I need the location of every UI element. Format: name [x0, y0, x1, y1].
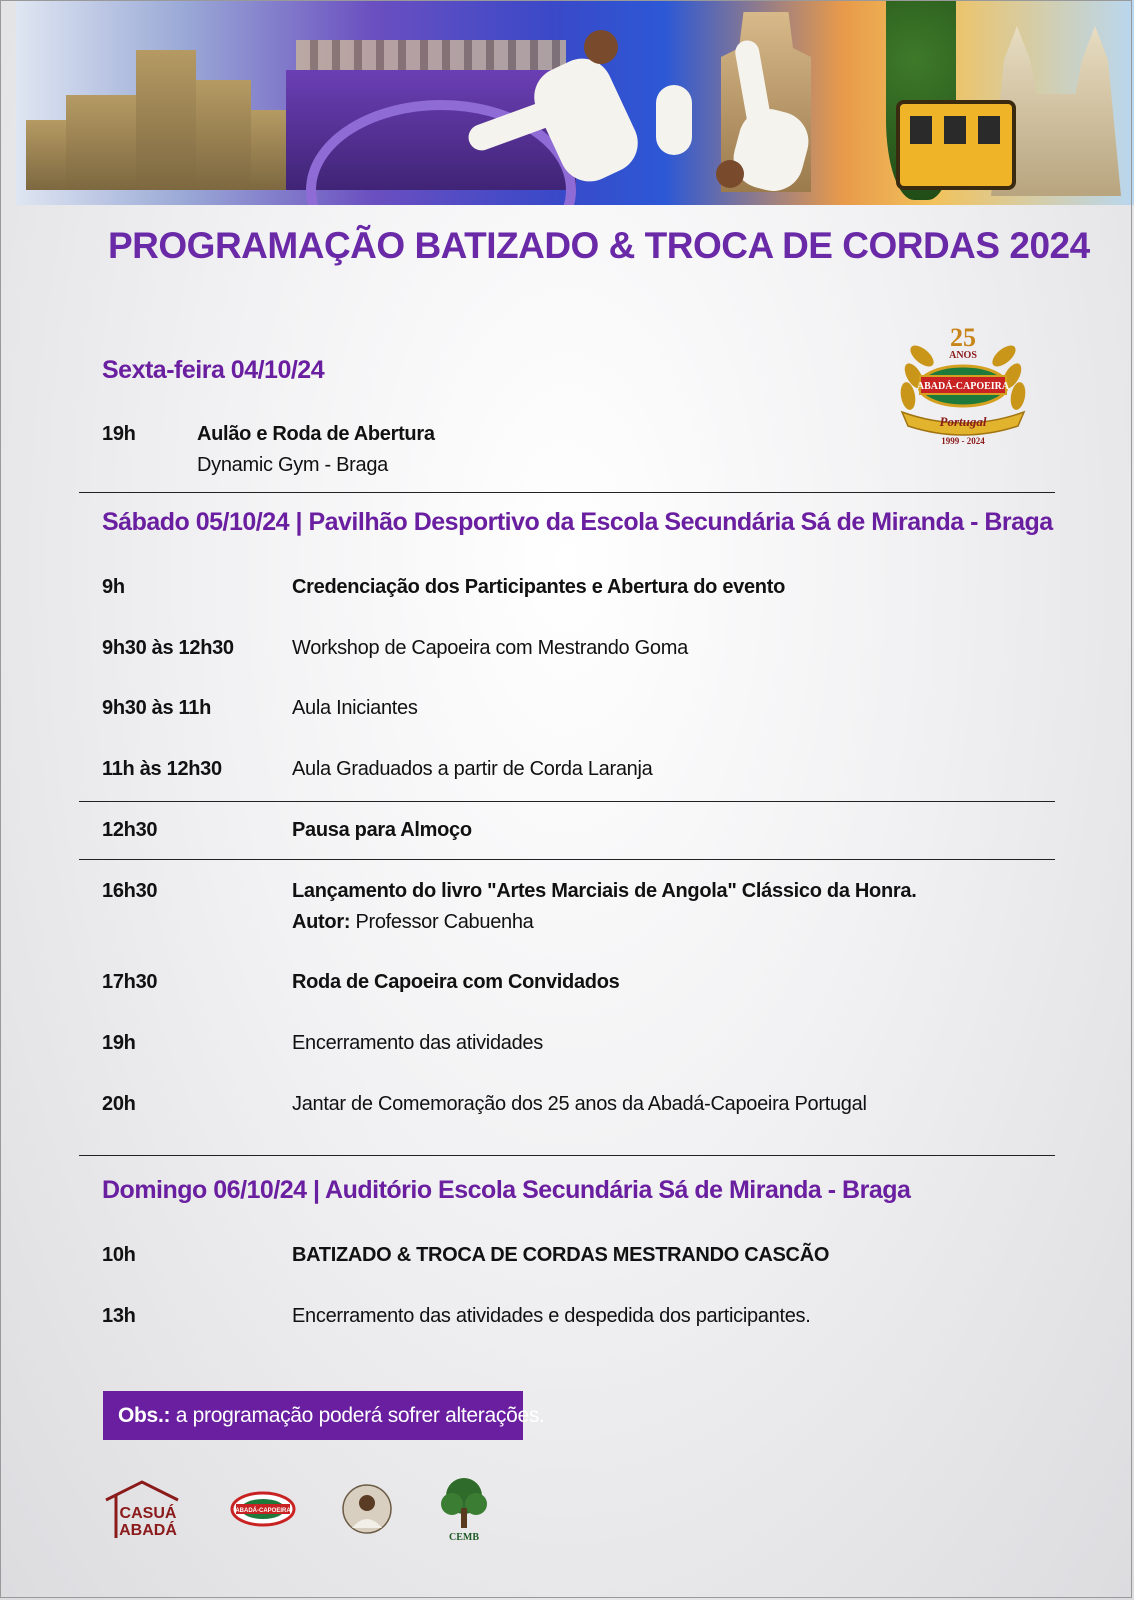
- schedule-time: 13h: [102, 1305, 136, 1327]
- abada-25-anos-logo: [892, 316, 1034, 452]
- casua-text: CASUÁ: [119, 1505, 177, 1522]
- tram-image: [896, 100, 1016, 190]
- logo-group-text: ABADÁ-CAPOEIRA: [916, 381, 1010, 392]
- logo-number: 25: [950, 323, 976, 352]
- page-title: PROGRAMAÇÃO BATIZADO & TROCA DE CORDAS 2024: [108, 225, 1090, 266]
- friday-event-place: Dynamic Gym - Braga: [197, 454, 389, 476]
- abada-badge-text: ABADÁ-CAPOEIRA: [235, 1508, 291, 1514]
- schedule-description: BATIZADO & TROCA DE CORDAS MESTRANDO CASCÃO: [292, 1244, 830, 1266]
- schedule-description: Lançamento do livro "Artes Marciais de Angola" Clássico da Honra.: [292, 880, 917, 902]
- obs-label: Obs.:: [118, 1404, 171, 1427]
- schedule-description: Aula Graduados a partir de Corda Laranja: [292, 758, 653, 780]
- cemb-text: CEMB: [449, 1532, 479, 1543]
- friday-event-title: Aulão e Roda de Abertura: [197, 423, 435, 445]
- schedule-time: 9h30 às 12h30: [102, 637, 234, 659]
- abada-text: ABADÁ: [119, 1522, 177, 1539]
- schedule-time: 12h30: [102, 819, 158, 841]
- casua-abada-logo: [102, 1478, 182, 1544]
- logo-country: Portugal: [939, 414, 987, 429]
- castle-image: [26, 40, 296, 190]
- logo-years: 1999 - 2024: [941, 436, 985, 446]
- mestre-portrait-logo: [342, 1484, 392, 1534]
- abada-capoeira-badge: [230, 1490, 296, 1528]
- schedule-time: 16h30: [102, 880, 158, 902]
- saturday-heading: Sábado 05/10/24 | Pavilhão Desportivo da Escola Secundária Sá de Miranda - Braga: [102, 508, 1053, 536]
- cemb-tree-logo: [437, 1474, 491, 1544]
- schedule-description: Workshop de Capoeira com Mestrando Goma: [292, 637, 688, 659]
- schedule-description: Encerramento das atividades: [292, 1032, 543, 1054]
- schedule-time: 17h30: [102, 971, 158, 993]
- schedule-time: 9h30 às 11h: [102, 697, 212, 719]
- schedule-description: Roda de Capoeira com Convidados: [292, 971, 620, 993]
- schedule-description: Pausa para Almoço: [292, 819, 472, 841]
- schedule-description: Credenciação dos Participantes e Abertura do evento: [292, 576, 786, 598]
- author-name: Professor Cabuenha: [355, 911, 534, 933]
- schedule-time: 20h: [102, 1093, 136, 1115]
- divider: [79, 1155, 1055, 1156]
- book-author-line: [292, 911, 534, 934]
- schedule-description: Aula Iniciantes: [292, 697, 418, 719]
- schedule-time: 11h às 12h30: [102, 758, 222, 780]
- schedule-description: Jantar de Comemoração dos 25 anos da Abadá-Capoeira Portugal: [292, 1093, 867, 1115]
- friday-time: 19h: [102, 423, 136, 445]
- divider: [79, 492, 1055, 493]
- schedule-description: Encerramento das atividades e despedida dos participantes.: [292, 1305, 811, 1327]
- obs-text: a programação poderá sofrer alterações.: [175, 1404, 545, 1427]
- schedule-time: 10h: [102, 1244, 136, 1266]
- friday-heading: Sexta-feira 04/10/24: [102, 356, 325, 384]
- logo-anos: ANOS: [949, 350, 977, 361]
- header-banner: [16, 0, 1134, 205]
- schedule-time: 19h: [102, 1032, 136, 1054]
- divider: [79, 859, 1055, 860]
- sunday-heading: Domingo 06/10/24 | Auditório Escola Secundária Sá de Miranda - Braga: [102, 1176, 911, 1204]
- divider: [79, 801, 1055, 802]
- author-label: Autor:: [292, 911, 351, 933]
- schedule-time: 9h: [102, 576, 125, 598]
- observation-box: [103, 1391, 545, 1440]
